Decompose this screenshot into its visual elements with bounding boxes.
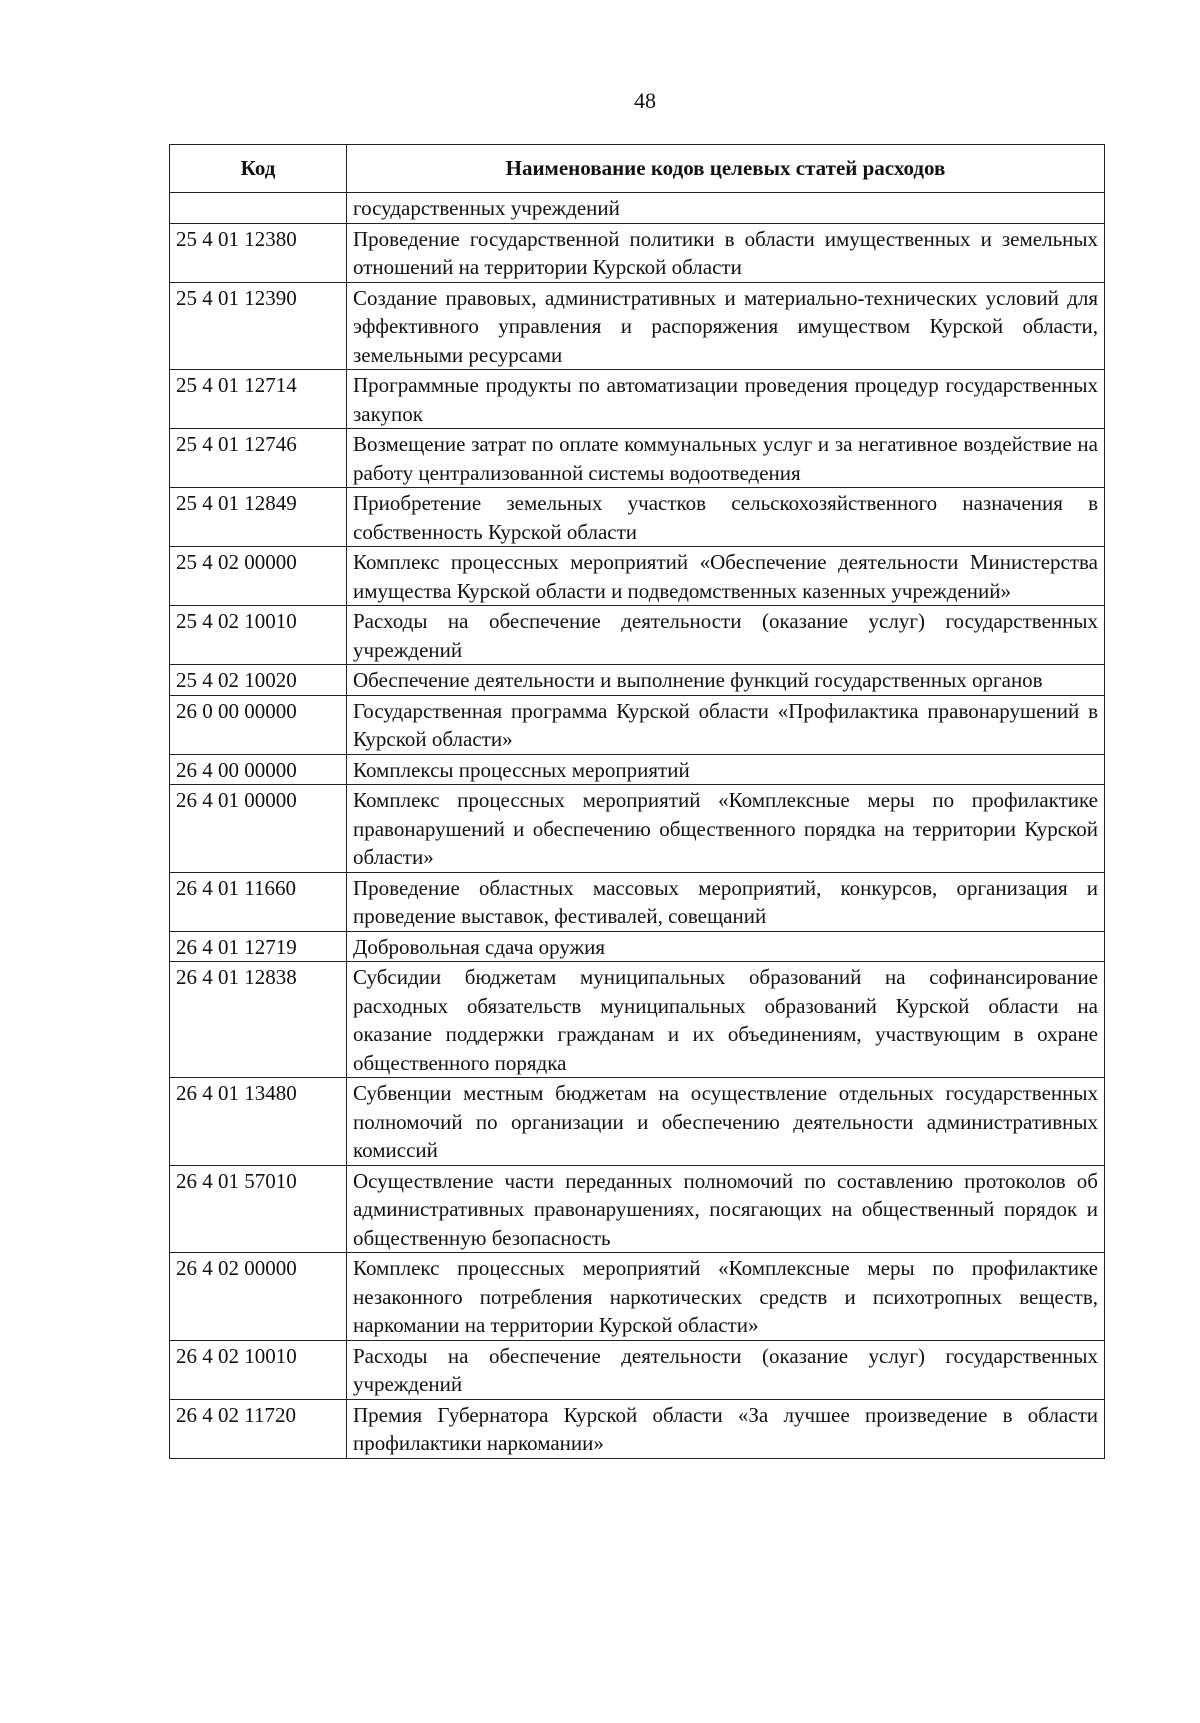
expense-code-cell: 26 0 00 00000 bbox=[170, 695, 347, 754]
expense-name-cell: Осуществление части переданных полномочий по составлению протоколов об административных правонарушениях, посягающих на общественный порядок и общественную безопасность bbox=[347, 1165, 1105, 1253]
expense-name-cell: Возмещение затрат по оплате коммунальных услуг и за негативное воздействие на работу централизованной системы водоотведения bbox=[347, 429, 1105, 488]
expense-code-cell: 25 4 01 12380 bbox=[170, 223, 347, 282]
expense-name-cell: государственных учреждений bbox=[347, 193, 1105, 224]
page-number: 48 bbox=[634, 88, 656, 113]
expense-name-cell: Государственная программа Курской области «Профилактика правонарушений в Курской области» bbox=[347, 695, 1105, 754]
expense-name-cell: Премия Губернатора Курской области «За лучшее произведение в области профилактики наркомании» bbox=[347, 1399, 1105, 1458]
expense-name-cell: Обеспечение деятельности и выполнение функций государственных органов bbox=[347, 665, 1105, 696]
expense-name-cell: Комплекс процессных мероприятий «Комплексные меры по профилактике правонарушений и обеспечению общественного порядка на территории Курской области» bbox=[347, 785, 1105, 873]
expense-name-cell: Добровольная сдача оружия bbox=[347, 931, 1105, 962]
expense-name-cell: Комплекс процессных мероприятий «Обеспечение деятельности Министерства имущества Курской области и подведомственных казенных учреждений» bbox=[347, 547, 1105, 606]
expense-code-cell: 25 4 01 12849 bbox=[170, 488, 347, 547]
table-row bbox=[170, 754, 1105, 785]
expense-code-cell: 25 4 01 12746 bbox=[170, 429, 347, 488]
table-row bbox=[170, 1165, 1105, 1253]
table-row bbox=[170, 547, 1105, 606]
table-row bbox=[170, 1078, 1105, 1166]
expense-code-cell: 26 4 01 00000 bbox=[170, 785, 347, 873]
expense-code-cell: 25 4 01 12390 bbox=[170, 282, 347, 370]
expense-code-cell: 26 4 02 10010 bbox=[170, 1340, 347, 1399]
expense-code-cell: 25 4 02 10010 bbox=[170, 606, 347, 665]
table-row bbox=[170, 370, 1105, 429]
expense-code-cell: 26 4 01 11660 bbox=[170, 872, 347, 931]
expense-name-cell: Проведение государственной политики в области имущественных и земельных отношений на территории Курской области bbox=[347, 223, 1105, 282]
expense-code-cell: 26 4 01 13480 bbox=[170, 1078, 347, 1166]
expense-name-cell: Комплексы процессных мероприятий bbox=[347, 754, 1105, 785]
expense-name-cell: Расходы на обеспечение деятельности (оказание услуг) государственных учреждений bbox=[347, 606, 1105, 665]
expense-name-cell: Расходы на обеспечение деятельности (оказание услуг) государственных учреждений bbox=[347, 1340, 1105, 1399]
table-row bbox=[170, 223, 1105, 282]
expense-code-cell: 25 4 01 12714 bbox=[170, 370, 347, 429]
table-row bbox=[170, 872, 1105, 931]
table-row bbox=[170, 282, 1105, 370]
table-row bbox=[170, 665, 1105, 696]
code-column-header: Код bbox=[170, 145, 347, 193]
expense-code-cell: 26 4 02 00000 bbox=[170, 1253, 347, 1341]
table-row bbox=[170, 429, 1105, 488]
expense-code-cell: 26 4 02 11720 bbox=[170, 1399, 347, 1458]
table-row bbox=[170, 931, 1105, 962]
expense-name-cell: Приобретение земельных участков сельскохозяйственного назначения в собственность Курской области bbox=[347, 488, 1105, 547]
expense-name-cell: Субвенции местным бюджетам на осуществление отдельных государственных полномочий по организации и обеспечению деятельности административных комиссий bbox=[347, 1078, 1105, 1166]
table-row bbox=[170, 606, 1105, 665]
expense-name-cell: Субсидии бюджетам муниципальных образований на софинансирование расходных обязательств муниципальных образований Курской области на оказание поддержки гражданам и их объединениям, участвующим в охране общественного порядка bbox=[347, 962, 1105, 1078]
expense-name-cell: Комплекс процессных мероприятий «Комплексные меры по профилактике незаконного потребления наркотических средств и психотропных веществ, наркомании на территории Курской области» bbox=[347, 1253, 1105, 1341]
expense-code-cell: 26 4 01 57010 bbox=[170, 1165, 347, 1253]
expense-code-cell: 25 4 02 00000 bbox=[170, 547, 347, 606]
table-row bbox=[170, 695, 1105, 754]
table-row bbox=[170, 1253, 1105, 1341]
expense-code-cell: 26 4 00 00000 bbox=[170, 754, 347, 785]
expense-codes-table bbox=[169, 144, 1105, 1459]
table-row bbox=[170, 193, 1105, 224]
table-row bbox=[170, 488, 1105, 547]
expense-code-cell: 25 4 02 10020 bbox=[170, 665, 347, 696]
table-row bbox=[170, 962, 1105, 1078]
table-row bbox=[170, 785, 1105, 873]
table-header-row bbox=[170, 145, 1105, 193]
table-row bbox=[170, 1399, 1105, 1458]
table-row bbox=[170, 1340, 1105, 1399]
table-body bbox=[170, 193, 1105, 1459]
expense-name-cell: Программные продукты по автоматизации проведения процедур государственных закупок bbox=[347, 370, 1105, 429]
expense-code-cell bbox=[170, 193, 347, 224]
expense-name-cell: Создание правовых, административных и материально-технических условий для эффективного управления и распоряжения имуществом Курской области, земельными ресурсами bbox=[347, 282, 1105, 370]
name-column-header: Наименование кодов целевых статей расходов bbox=[347, 145, 1105, 193]
expense-code-cell: 26 4 01 12838 bbox=[170, 962, 347, 1078]
expense-code-cell: 26 4 01 12719 bbox=[170, 931, 347, 962]
expense-name-cell: Проведение областных массовых мероприятий, конкурсов, организация и проведение выставок, фестивалей, совещаний bbox=[347, 872, 1105, 931]
